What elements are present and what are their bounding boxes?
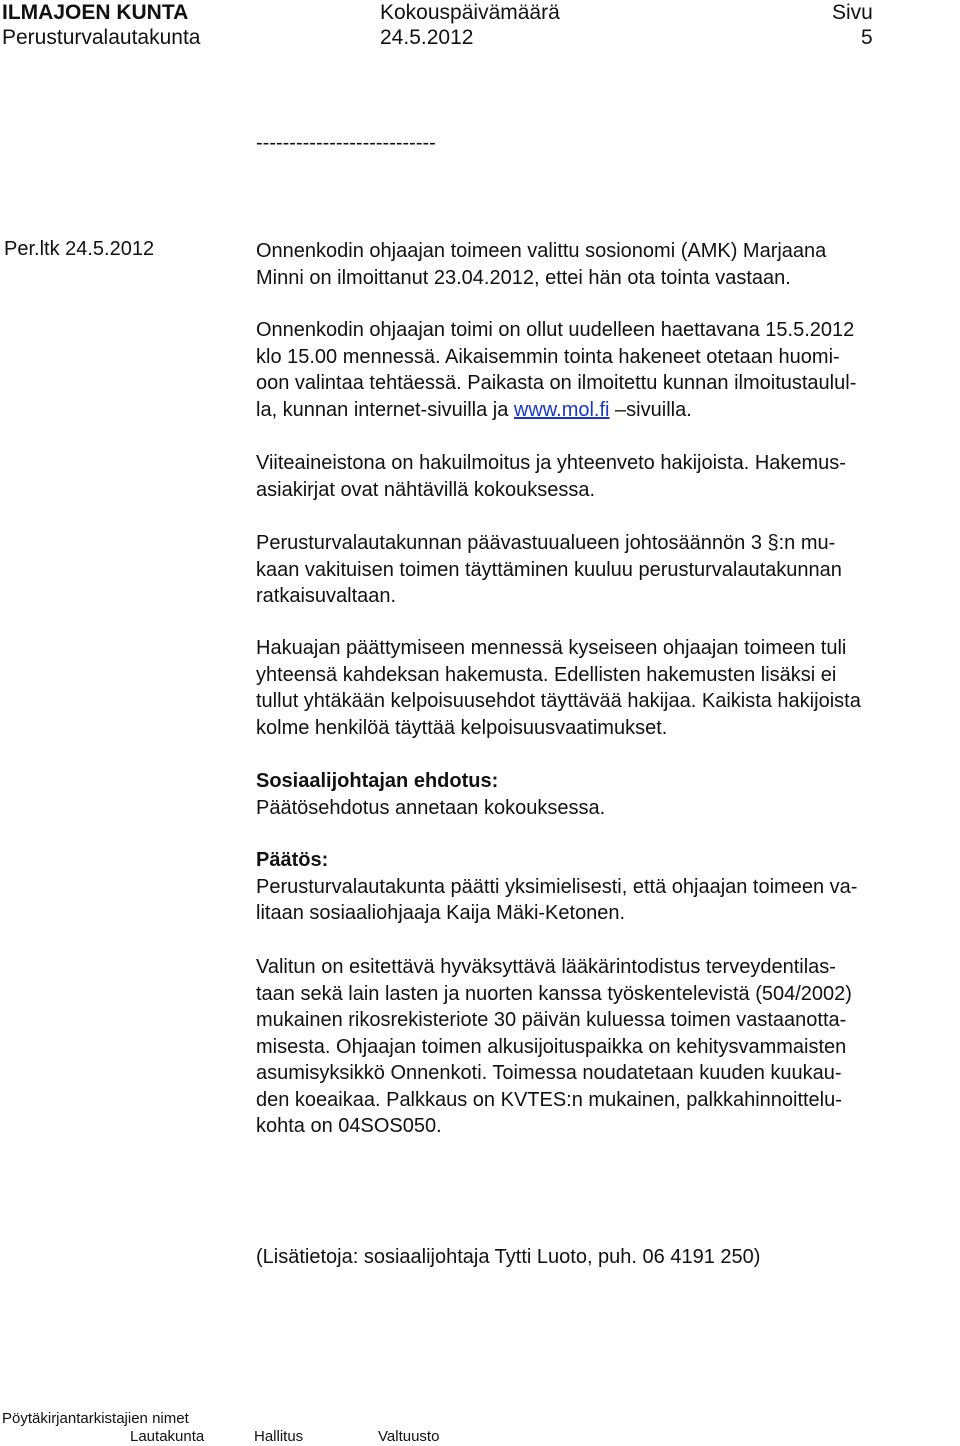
meeting-date-label: Kokouspäivämäärä [380, 1, 560, 24]
paragraph-applicants [256, 635, 946, 741]
proposal-heading: Sosiaalijohtajan ehdotus: [256, 770, 499, 792]
text-line: kaan vakituisen toimen täyttäminen kuuluu perusturvalautakunnan [256, 558, 842, 581]
footer-hallitus: Hallitus [254, 1428, 304, 1445]
page-label: Sivu [832, 1, 873, 24]
text-line: asumisyksikkö Onnenkoti. Toimessa noudatetaan kuuden kuukau- [256, 1062, 842, 1084]
text-fragment: la, kunnan internet-sivuilla ja [256, 398, 514, 421]
text-line: Minni on ilmoittanut 23.04.2012, ettei hän ota tointa vastaan. [256, 266, 791, 289]
text-line: klo 15.00 mennessä. Aikaisemmin tointa hakeneet otetaan huomi- [256, 345, 840, 368]
footer-valtuusto: Valtuusto [378, 1428, 440, 1445]
paragraph-authority [256, 530, 946, 610]
paragraph-conditions [256, 954, 946, 1140]
page-number: 5 [861, 26, 873, 49]
decision-heading: Päätös: [256, 849, 329, 871]
text-line: kohta on 04SOS050. [256, 1115, 442, 1137]
text-line: asiakirjat ovat nähtävillä kokouksessa. [256, 478, 596, 501]
footer-title: Pöytäkirjantarkistajien nimet [2, 1410, 189, 1427]
text-line: kolme henkilöä täyttää kelpoisuusvaatimukset. [256, 716, 668, 739]
text-line: den koeaikaa. Palkkaus on KVTES:n mukainen, palkkahinnoittelu- [256, 1088, 842, 1111]
proposal-block [256, 768, 946, 821]
text-line: tullut yhtäkään kelpoisuusehdot täyttävää hakijaa. Kaikista hakijoista [256, 690, 861, 712]
text-line: misesta. Ohjaajan toimen alkusijoituspaikka on kehitysvammaisten [256, 1035, 847, 1058]
text-line: Viiteaineistona on hakuilmoitus ja yhteenveto hakijoista. Hakemus- [256, 452, 846, 474]
separator-line: --------------------------- [256, 132, 436, 154]
text-fragment: –sivuilla. [609, 398, 692, 421]
text-line [256, 397, 946, 424]
section-reference: Per.ltk 24.5.2012 [4, 238, 155, 260]
text-line: Hakuajan päättymiseen mennessä kyseiseen ohjaajan toimeen tuli [256, 637, 847, 659]
footer-lautakunta: Lautakunta [130, 1428, 205, 1445]
contact-info [256, 1244, 946, 1271]
organization-name: ILMAJOEN KUNTA [2, 1, 189, 24]
contact-text: (Lisätietoja: sosiaalijohtaja Tytti Luoto, puh. 06 4191 250) [256, 1246, 761, 1268]
decision-block [256, 847, 946, 927]
text-line: mukainen rikosrekisteriote 30 päivän kuluessa toimen vastaanotta- [256, 1009, 847, 1031]
mol-link[interactable]: www.mol.fi [513, 398, 610, 421]
paragraph-resignation [256, 238, 946, 291]
text-line: Perusturvalautakunnan päävastuualueen johtosäännön 3 §:n mu- [256, 532, 836, 554]
text-line: Valitun on esitettävä hyväksyttävä lääkärintodistus terveydentilas- [256, 956, 836, 978]
text-line: oon valintaa tehtäessä. Paikasta on ilmoitettu kunnan ilmoitustaulul- [256, 372, 857, 394]
board-name: Perusturvalautakunta [2, 26, 201, 49]
text-line: Perusturvalautakunta päätti yksimielisesti, että ohjaajan toimeen va- [256, 875, 858, 898]
text-line: Onnenkodin ohjaajan toimi on ollut uudelleen haettavana 15.5.2012 [256, 319, 855, 341]
paragraph-reference-material [256, 450, 946, 503]
proposal-text: Päätösehdotus annetaan kokouksessa. [256, 796, 606, 819]
meeting-date: 24.5.2012 [380, 26, 474, 49]
text-line: ratkaisuvaltaan. [256, 585, 397, 607]
text-line: yhteensä kahdeksan hakemusta. Edellisten hakemusten lisäksi ei [256, 663, 837, 686]
text-line: Onnenkodin ohjaajan toimeen valittu sosionomi (AMK) Marjaana [256, 240, 827, 262]
text-line: litaan sosiaaliohjaaja Kaija Mäki-Ketonen. [256, 902, 626, 924]
paragraph-reannouncement [256, 317, 946, 423]
text-line: taan sekä lain lasten ja nuorten kanssa työskentelevistä (504/2002) [256, 982, 852, 1005]
